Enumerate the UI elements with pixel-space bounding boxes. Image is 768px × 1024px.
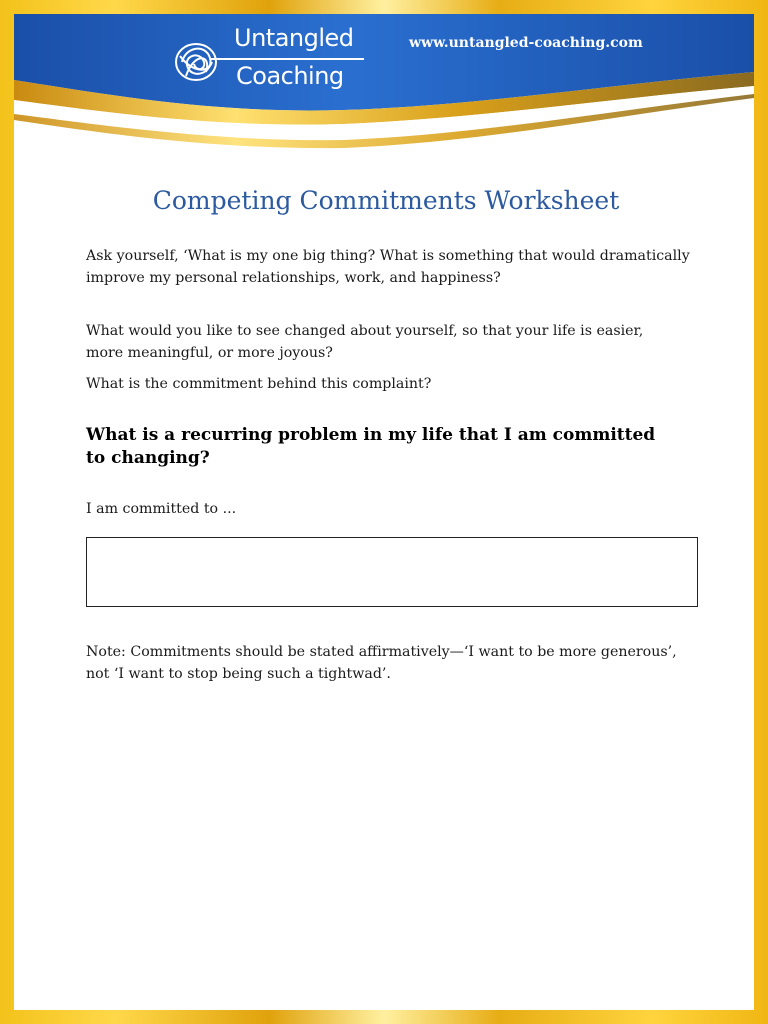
question-commitment-behind-complaint: What is the commitment behind this complaint? [86, 376, 432, 392]
heading-line1: What is a recurring problem in my life that I am committed [86, 425, 656, 445]
affirmative-note [86, 641, 677, 685]
brand-name-line2: Coaching [236, 62, 344, 90]
brand-divider [210, 58, 364, 60]
section-heading [86, 424, 655, 470]
question-one-big-thing [86, 245, 690, 289]
header-banner [14, 14, 754, 154]
website-link[interactable]: www.untangled-coaching.com [409, 35, 643, 51]
commitment-prompt: I am committed to ... [86, 501, 237, 517]
heading-line2: to changing? [86, 448, 210, 468]
question-change-yourself [86, 320, 643, 364]
question1-line1: Ask yourself, ‘What is my one big thing? What is something that would dramatically [86, 248, 690, 264]
worksheet-sheet [14, 14, 754, 1010]
note-line2: not ‘I want to stop being such a tightwad’. [86, 666, 391, 682]
question1-line2: improve my personal relationships, work, and happiness? [86, 270, 501, 286]
tangled-circle-logo-icon [172, 32, 234, 94]
page-title: Competing Commitments Worksheet [152, 186, 620, 215]
question2-line1: What would you like to see changed about yourself, so that your life is easier, [86, 323, 644, 339]
note-line1: Note: Commitments should be stated affirmatively—‘I want to be more generous’, [86, 644, 677, 660]
brand-name-line1: Untangled [234, 24, 354, 52]
commitment-answer-field[interactable] [86, 537, 698, 607]
question2-line2: more meaningful, or more joyous? [86, 345, 333, 361]
brand-lockup[interactable] [172, 22, 382, 102]
